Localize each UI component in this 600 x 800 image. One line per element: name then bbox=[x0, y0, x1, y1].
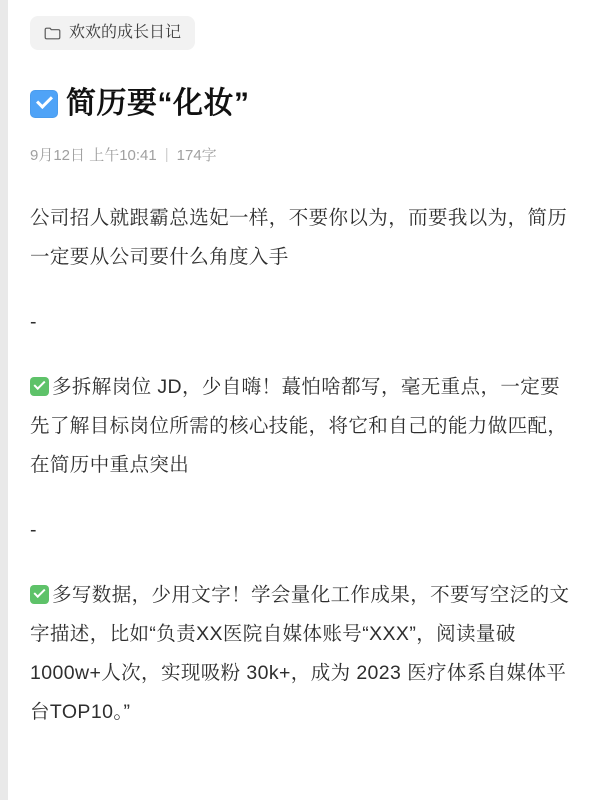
paragraph-text: - bbox=[30, 311, 37, 333]
document-word-count: 174字 bbox=[176, 147, 217, 164]
document-title-text: 简历要“化妆” bbox=[66, 87, 250, 120]
paragraph bbox=[30, 368, 570, 485]
folder-icon bbox=[44, 27, 61, 40]
document-body bbox=[30, 199, 570, 732]
paragraph bbox=[30, 576, 570, 732]
green-check-icon bbox=[30, 377, 49, 396]
paragraph-text: 多写数据，少用文字！学会量化工作成果，不要写空泛的文字描述，比如“负责XX医院自媒体账号“XXX”，阅读量破 1000w+人次，实现吸粉 30k+，成为 2023 医疗体系自媒体平台TOP10。” bbox=[30, 584, 570, 723]
paragraph-text: - bbox=[30, 519, 37, 541]
paragraph-text: 多拆解岗位 JD，少自嗨！蕞怕啥都写，毫无重点，一定要先了解目标岗位所需的核心技能，将它和自己的能力做匹配，在简历中重点突出 bbox=[30, 376, 568, 476]
meta-separator: | bbox=[164, 146, 169, 163]
document-timestamp: 9月12日 上午10:41 bbox=[30, 147, 157, 164]
green-check-icon bbox=[30, 585, 49, 604]
paragraph-text: 公司招人就跟霸总选妃一样，不要你以为，而要我以为，简历一定要从公司要什么角度入手 bbox=[30, 207, 568, 268]
notebook-chip[interactable] bbox=[30, 16, 195, 50]
paragraph bbox=[30, 199, 570, 277]
notebook-label: 欢欢的成长日记 bbox=[69, 24, 182, 41]
page-title bbox=[30, 86, 570, 122]
paragraph-divider bbox=[30, 511, 570, 550]
paragraph-divider bbox=[30, 303, 570, 342]
page-left-edge-strip bbox=[0, 0, 8, 800]
document-meta bbox=[30, 144, 570, 165]
blue-check-icon bbox=[30, 90, 58, 118]
